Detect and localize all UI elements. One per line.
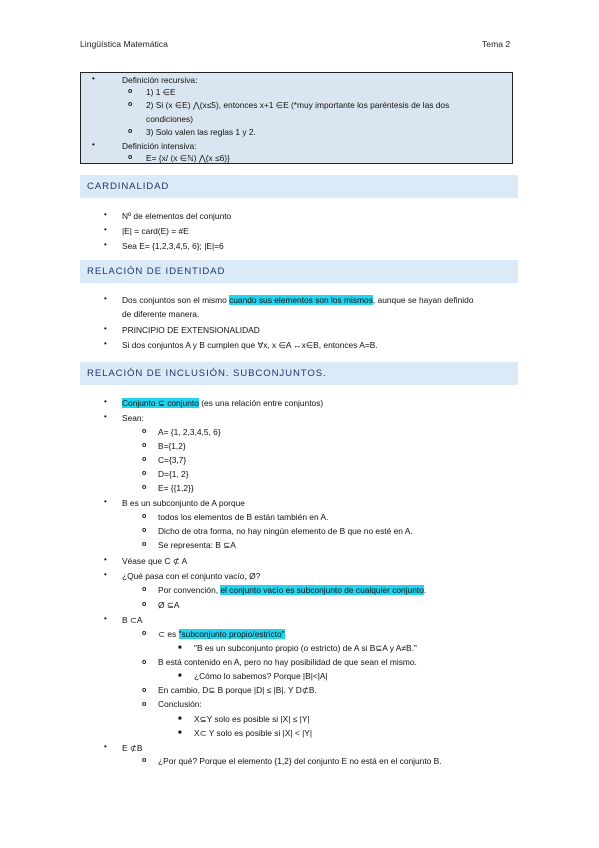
- bullet-icon: o: [128, 128, 133, 135]
- highlighted-text: Conjunto ⊆ conjunto: [122, 398, 199, 408]
- sub-sub-item: "B es un subconjunto propio (o estricto) de A si B⊆A y A≠B.": [194, 643, 417, 653]
- square-bullet-icon: ■: [178, 673, 182, 679]
- bullet-icon: o: [128, 88, 133, 95]
- section-title: CARDINALIDAD: [87, 181, 170, 192]
- sub-item: ⊂ es "subconjunto propio/estricto": [158, 629, 285, 639]
- sub-item: Por convención, el conjunto vacío es subconjunto de cualquier conjunto.: [158, 585, 427, 595]
- list-item: |E| = card(E) = #E: [122, 226, 189, 236]
- bullet-icon: o: [142, 687, 147, 694]
- bullet-icon: o: [142, 484, 147, 491]
- sub-sub-item: ¿Cómo lo sabemos? Porque |B|<|A|: [194, 671, 328, 681]
- bullet-icon: o: [142, 601, 147, 608]
- list-item: Véase que C ⊄ A: [122, 556, 188, 566]
- intensive-definition: E= {x/ (x ∈ℕ) ⋀(x ≤6)}: [146, 153, 230, 163]
- set-definition: A= {1, 2,3,4,5, 6}: [158, 427, 221, 437]
- section-heading-identidad: [80, 260, 518, 283]
- square-bullet-icon: ■: [178, 645, 182, 651]
- bullet-icon: o: [142, 470, 147, 477]
- bullet-icon: o: [128, 101, 133, 108]
- bullet-icon: o: [142, 586, 147, 593]
- bullet-icon: •: [104, 294, 107, 303]
- recursive-rule-2-continued: condiciones): [146, 114, 194, 124]
- set-definition: C={3,7}: [158, 455, 187, 465]
- bullet-icon: o: [142, 757, 147, 764]
- bullet-icon: •: [104, 210, 107, 219]
- list-item: Si dos conjuntos A y B cumplen que ∀x, x ∈A ↔x∈B, entonces A=B.: [122, 340, 378, 350]
- document-header-right: Tema 2: [482, 39, 511, 49]
- list-item: Nº de elementos del conjunto: [122, 211, 232, 221]
- list-item: Dos conjuntos son el mismo cuando sus elementos son los mismos, aunque se hayan definido: [122, 295, 474, 305]
- recursive-rule-2: 2) Si (x ∈E) ⋀(x≤5), entonces x+1 ∈E (*muy importante los paréntesis de las dos: [146, 100, 450, 110]
- sub-item: Dicho de otra forma, no hay ningún elemento de B que no esté en A.: [158, 526, 413, 536]
- sub-sub-item: X⊆Y solo es posible si |X| ≤ |Y|: [194, 714, 310, 724]
- list-item: Sea E= {1,2,3,4,5, 6}; |E|=6: [122, 241, 224, 251]
- bullet-icon: •: [104, 412, 107, 421]
- sub-item: Conclusión:: [158, 699, 202, 709]
- set-definition: E= {{1,2}}: [158, 483, 194, 493]
- highlighted-text: "subconjunto propio/estricto": [178, 629, 285, 639]
- section-title: RELACIÓN DE INCLUSIÓN. SUBCONJUNTOS.: [87, 368, 327, 379]
- bullet-icon: •: [104, 497, 107, 506]
- bullet-icon: •: [104, 240, 107, 249]
- square-bullet-icon: ■: [178, 716, 182, 722]
- bullet-icon: o: [142, 541, 147, 548]
- intensive-definition-heading: Definición intensiva:: [122, 141, 197, 151]
- bullet-icon: o: [128, 154, 133, 161]
- bullet-icon: o: [142, 513, 147, 520]
- list-item: PRINCIPIO DE EXTENSIONALIDAD: [122, 325, 260, 335]
- bullet-icon: o: [142, 456, 147, 463]
- bullet-icon: •: [104, 614, 107, 623]
- recursive-rule-1: 1) 1 ∈E: [146, 87, 176, 97]
- bullet-icon: •: [104, 397, 107, 406]
- set-definition: D={1, 2}: [158, 469, 189, 479]
- list-item-continued: de diferente manera.: [122, 309, 200, 319]
- bullet-icon: •: [92, 74, 95, 83]
- sub-sub-item: X⊂ Y solo es posible si |X| < |Y|: [194, 728, 313, 738]
- list-item: E ⊄B: [122, 743, 143, 753]
- recursive-rule-3: 3) Solo valen las reglas 1 y 2.: [146, 127, 256, 137]
- bullet-icon: •: [104, 225, 107, 234]
- list-item: B es un subconjunto de A porque: [122, 498, 245, 508]
- list-item: Sean:: [122, 413, 144, 423]
- square-bullet-icon: ■: [178, 730, 182, 736]
- sub-item: ¿Por qué? Porque el elemento {1,2} del conjunto E no está en el conjunto B.: [158, 756, 442, 766]
- bullet-icon: o: [142, 442, 147, 449]
- bullet-icon: •: [104, 742, 107, 751]
- bullet-icon: •: [104, 570, 107, 579]
- bullet-icon: o: [142, 630, 147, 637]
- bullet-icon: o: [142, 701, 147, 708]
- sub-item: Ø ⊆A: [158, 600, 180, 610]
- sub-item: todos los elementos de B están también en A.: [158, 512, 329, 522]
- bullet-icon: o: [142, 428, 147, 435]
- set-definition: B={1,2}: [158, 441, 186, 451]
- list-item: B ⊂A: [122, 615, 143, 625]
- section-heading-cardinalidad: [80, 175, 518, 198]
- bullet-icon: •: [92, 140, 95, 149]
- section-heading-inclusion: [80, 362, 518, 385]
- recursive-definition-heading: Definición recursiva:: [122, 75, 198, 85]
- sub-item: B está contenido en A, pero no hay posibilidad de que sean el mismo.: [158, 657, 417, 667]
- sub-item: En cambio, D⊆ B porque |D| ≤ |B|. Y D⊄B.: [158, 685, 317, 695]
- list-item: ¿Qué pasa con el conjunto vacío, Ø?: [122, 571, 261, 581]
- bullet-icon: •: [104, 339, 107, 348]
- bullet-icon: o: [142, 659, 147, 666]
- highlighted-text: cuando sus elementos son los mismos: [229, 295, 373, 305]
- bullet-icon: •: [104, 324, 107, 333]
- document-header-left: Lingüística Matemática: [80, 39, 168, 49]
- sub-item: Se representa: B ⊆A: [158, 540, 236, 550]
- bullet-icon: •: [104, 555, 107, 564]
- section-title: RELACIÓN DE IDENTIDAD: [87, 266, 226, 277]
- highlighted-text: el conjunto vacío es subconjunto de cualquier conjunto: [220, 585, 424, 595]
- list-item: Conjunto ⊆ conjunto (es una relación entre conjuntos): [122, 398, 324, 408]
- bullet-icon: o: [142, 527, 147, 534]
